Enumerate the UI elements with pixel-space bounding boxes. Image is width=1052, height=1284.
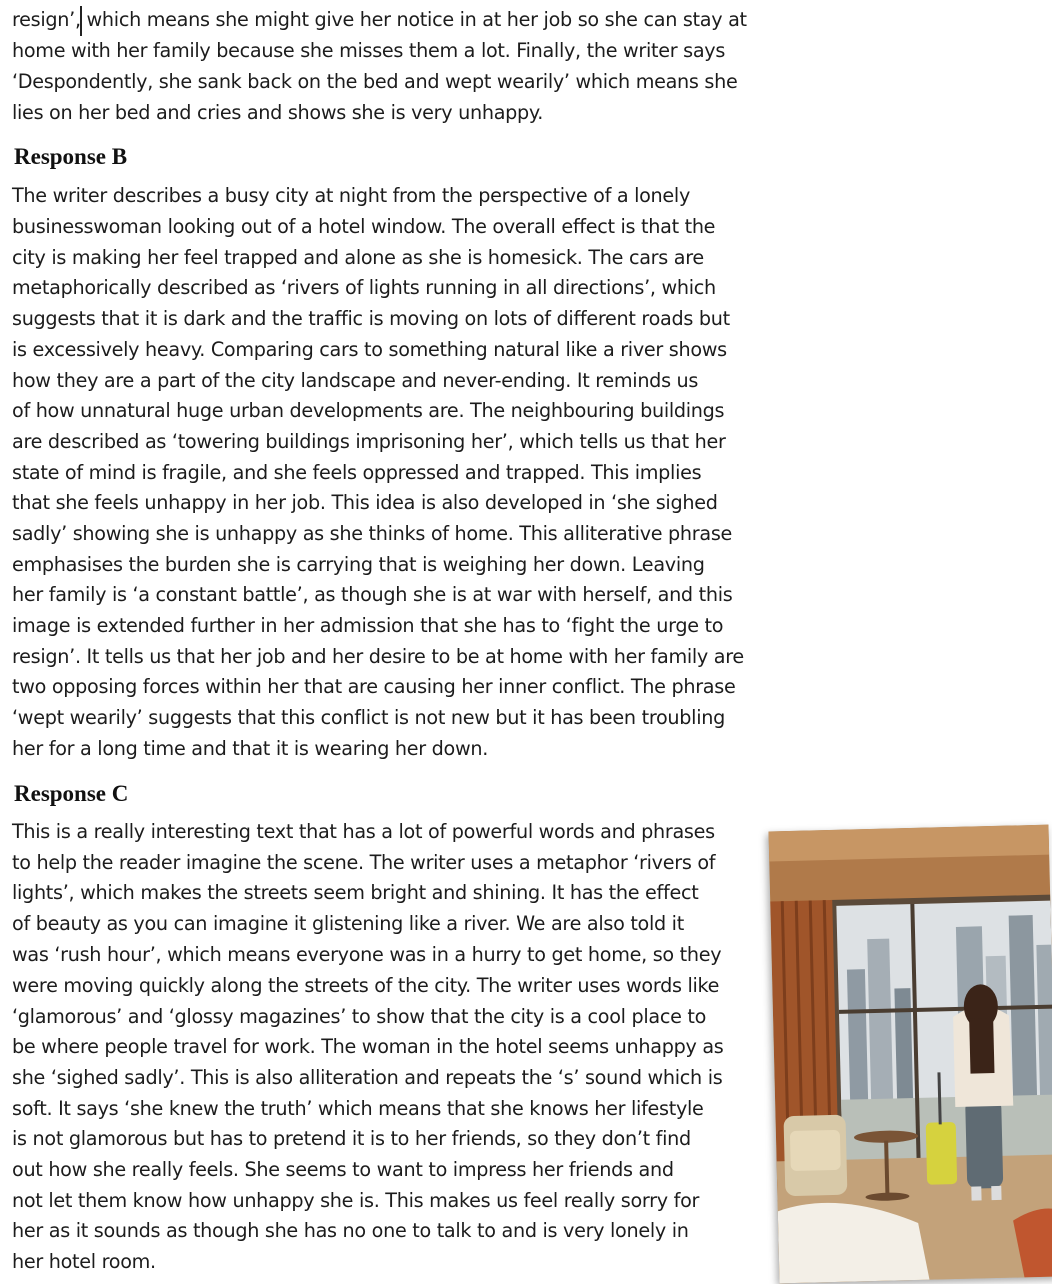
text-line: state of mind is fragile, and she feels oppressed and trapped. This implies [12,461,702,484]
text-line: she ‘sighed sadly’. This is also alliteration and repeats the ‘s’ sound which is [12,1066,723,1089]
text-line: suggests that it is dark and the traffic is moving on lots of different roads but [12,307,730,330]
text-line: of how unnatural huge urban developments are. The neighbouring buildings [12,399,725,422]
text-line: lies on her bed and cries and shows she is very unhappy. [12,101,544,124]
text-line: ‘Despondently, she sank back on the bed and wept wearily’ which means she [12,70,738,93]
text-line: out how she really feels. She seems to want to impress her friends and [12,1158,674,1181]
text-line: to help the reader imagine the scene. The writer uses a metaphor ‘rivers of [12,851,716,874]
text-line: ‘glamorous’ and ‘glossy magazines’ to show that the city is a cool place to [12,1005,707,1028]
text-line: city is making her feel trapped and alone as she is homesick. The cars are [12,246,704,269]
hotel-room-illustration [769,825,1052,1284]
text-line: image is extended further in her admission that she has to ‘fight the urge to [12,614,724,637]
text-line: is excessively heavy. Comparing cars to something natural like a river shows [12,338,727,361]
text-line: her hotel room. [12,1250,156,1273]
text-line: how they are a part of the city landscape and never-ending. It reminds us [12,369,699,392]
text-line: soft. It says ‘she knew the truth’ which means that she knows her lifestyle [12,1097,704,1120]
text-line: were moving quickly along the streets of the city. The writer uses words like [12,974,720,997]
text-line: The writer describes a busy city at night from the perspective of a lonely [12,184,691,207]
text-line: of beauty as you can imagine it glistening like a river. We are also told it [12,912,684,935]
text-line: that she feels unhappy in her job. This idea is also developed in ‘she sighed [12,491,718,514]
text-line: metaphorically described as ‘rivers of lights running in all directions’, which [12,276,716,299]
text-line: sadly’ showing she is unhappy as she thinks of home. This alliterative phrase [12,522,733,545]
text-line: are described as ‘towering buildings imprisoning her’, which tells us that her [12,430,726,453]
suitcase [926,1122,958,1185]
text-line: lights’, which makes the streets seem bright and shining. It has the effect [12,881,699,904]
hotel-room-photo [769,825,1052,1284]
text-line: be where people travel for work. The woman in the hotel seems unhappy as [12,1035,724,1058]
text-line: ‘wept wearily’ suggests that this conflict is not new but it has been troubling [12,706,725,729]
text-line: not let them know how unhappy she is. This makes us feel really sorry for [12,1189,700,1212]
text-line: is not glamorous but has to pretend it is to her friends, so they don’t find [12,1127,691,1150]
armchair-cushion [790,1130,841,1171]
text-line: was ‘rush hour’, which means everyone was in a hurry to get home, so they [12,943,722,966]
text-line: her family is ‘a constant battle’, as though she is at war with herself, and this [12,583,733,606]
response-b-heading: Response B [14,144,128,169]
text-line: businesswoman looking out of a hotel window. The overall effect is that the [12,215,716,238]
text-line: her for a long time and that it is wearing her down. [12,737,489,760]
text-line: two opposing forces within her that are causing her inner conflict. The phrase [12,675,736,698]
text-line: This is a really interesting text that has a lot of powerful words and phrases [12,820,715,843]
text-line: home with her family because she misses them a lot. Finally, the writer says [12,39,726,62]
text-line: her as it sounds as though she has no one to talk to and is very lonely in [12,1219,689,1242]
text-line: emphasises the burden she is carrying that is weighing her down. Leaving [12,553,705,576]
response-c-heading: Response C [14,781,129,806]
text-line: resign’. It tells us that her job and her desire to be at home with her family are [12,645,744,668]
text-line: resign’, which means she might give her notice in at her job so she can stay at [12,8,747,31]
